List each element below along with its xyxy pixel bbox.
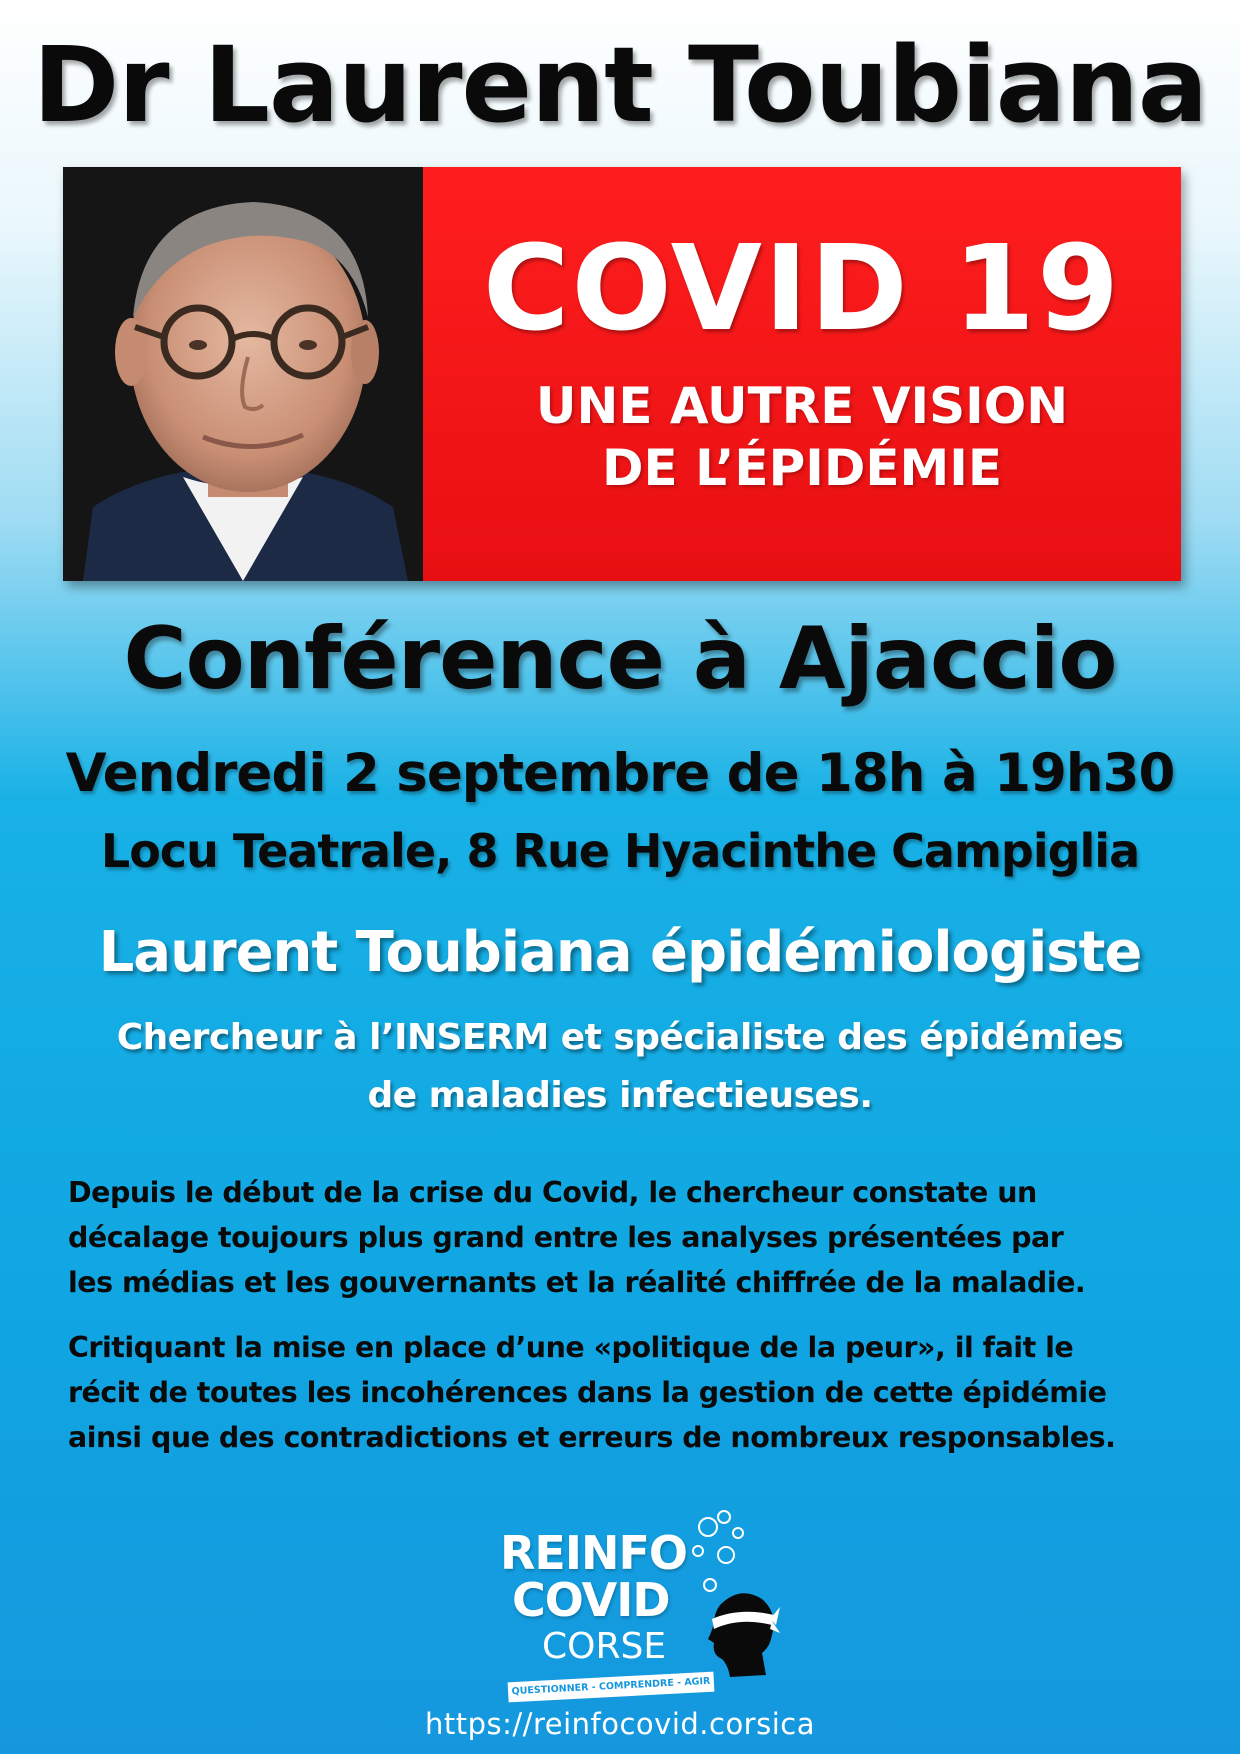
paragraph-line: les médias et les gouvernants et la réalité chiffrée de la maladie.: [68, 1266, 1086, 1299]
speaker-photo: [63, 167, 423, 581]
speaker-name: Laurent Toubiana épidémiologiste: [98, 920, 1142, 985]
event-date: Vendredi 2 septembre de 18h à 19h30: [65, 743, 1175, 804]
website-link[interactable]: https://reinfocovid.corsica: [425, 1707, 815, 1741]
reinfocovid-logo: [490, 1505, 790, 1705]
covid-title-panel: [423, 167, 1181, 581]
description-paragraph-1: [68, 1170, 1178, 1305]
paragraph-line: décalage toujours plus grand entre les analyses présentées par: [68, 1221, 1064, 1254]
logo-line-corse: CORSE: [542, 1626, 667, 1667]
covid-subtitle-line1: UNE AUTRE VISION: [535, 377, 1069, 435]
logo-tagline: QUESTIONNER - COMPRENDRE - AGIR: [508, 1672, 715, 1703]
headline-banner: [63, 167, 1181, 581]
event-title: Conférence à Ajaccio: [123, 609, 1117, 709]
logo-line-covid: COVID: [512, 1573, 670, 1627]
paragraph-line: Depuis le début de la crise du Covid, le chercheur constate un: [68, 1176, 1037, 1209]
moor-head-icon: [700, 1585, 780, 1680]
paragraph-line: récit de toutes les incohérences dans la gestion de cette épidémie: [68, 1376, 1107, 1409]
covid-headline: COVID 19: [482, 219, 1122, 357]
portrait-illustration: [63, 167, 423, 581]
paragraph-line: ainsi que des contradictions et erreurs de nombreux responsables.: [68, 1421, 1116, 1454]
speaker-role-line1: Chercheur à l’INSERM et spécialiste des épidémies: [116, 1017, 1124, 1058]
paragraph-line: Critiquant la mise en place d’une «politique de la peur», il fait le: [68, 1331, 1074, 1364]
speaker-role-line2: de maladies infectieuses.: [367, 1075, 873, 1116]
description-paragraph-2: [68, 1325, 1178, 1460]
logo-line-reinfo: REINFO: [500, 1526, 687, 1580]
covid-subtitle-line2: DE L’ÉPIDÉMIE: [602, 439, 1002, 497]
poster-title: Dr Laurent Toubiana: [32, 24, 1208, 146]
event-place: Locu Teatrale, 8 Rue Hyacinthe Campiglia: [100, 824, 1140, 878]
